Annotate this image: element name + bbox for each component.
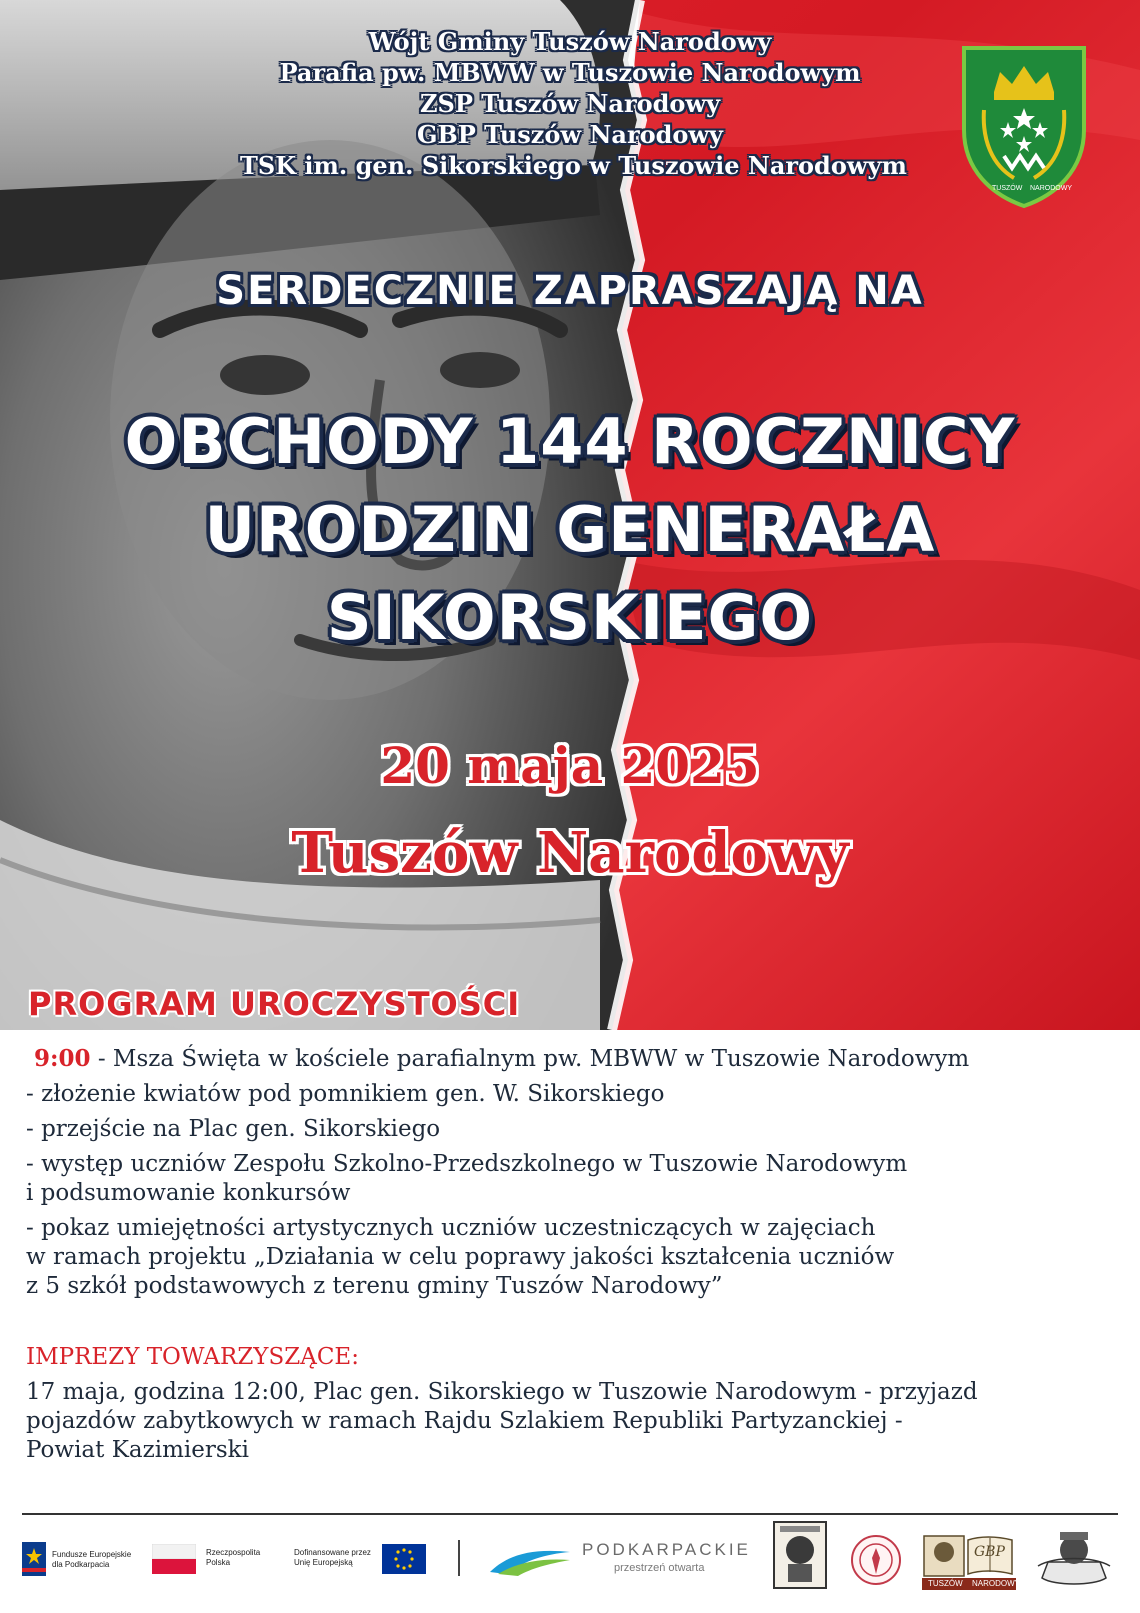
program-text: - pokaz umiejętności artystycznych uczniów uczestniczących w zajęciach [26,1215,876,1241]
fe-line: Fundusze Europejskie [52,1550,132,1559]
fe-logo [22,1542,142,1582]
organizers-list [240,26,907,181]
program-heading: PROGRAM UROCZYSTOŚCI [28,985,521,1023]
crest-left-text: TUSZÓW [992,185,1023,192]
rp-line: Rzeczpospolita [206,1548,261,1557]
program-text: i podsumowanie konkursów [26,1180,351,1206]
footer-divider [22,1513,1118,1515]
tsk-society-logo-icon [772,1520,828,1590]
organizer-line: Wójt Gminy Tuszów Narodowy [368,27,772,56]
event-title [0,398,1140,662]
program-text: - występ uczniów Zespołu Szkolno-Przedszkolnego w Tuszowie Narodowym [26,1151,908,1177]
program-text: - przejście na Plac gen. Sikorskiego [26,1116,441,1142]
side-event-line: Powiat Kazimierski [26,1437,249,1463]
program-item [26,1115,1126,1144]
crest-right-text: NARODOWY [1030,185,1072,192]
side-events-heading: IMPREZY TOWARZYSZĄCE: [26,1344,359,1370]
side-event-line: 17 maja, godzina 12:00, Plac gen. Sikorskiego w Tuszowie Narodowym - przyjazd [26,1379,978,1405]
program-text: - złożenie kwiatów pod pomnikiem gen. W. Sikorskiego [26,1081,665,1107]
gbp-ribbon [922,1578,1020,1590]
footer-separator [458,1540,460,1576]
program-text: - Msza Święta w kościele parafialnym pw. MBWW w Tuszowie Narodowym [90,1046,970,1072]
title-line: URODZIN GENERAŁA [204,493,936,566]
rp-line: Polska [206,1558,231,1567]
gbp-ribbon-left: TUSZÓW [928,1579,963,1588]
fe-star-icon [22,1542,46,1576]
program-item [26,1150,1126,1208]
organizer-line: Parafia pw. MBWW w Tuszowie Narodowym [279,58,861,87]
event-date: 20 maja 2025 [380,736,760,795]
title-line: SIKORSKIEGO [326,581,814,654]
event-place: Tuszów Narodowy [291,820,849,886]
eu-logo [294,1542,434,1582]
organizer-line: ZSP Tuszów Narodowy [419,89,721,118]
program-item [26,1080,1126,1109]
gbp-library-logo [922,1530,1020,1590]
program-item [26,1214,1126,1301]
municipality-crest-icon [956,40,1092,210]
invitation-text: SERDECZNIE ZAPRASZAJĄ NA [216,268,924,314]
program-item [26,1044,1126,1074]
gbp-ribbon-right: NARODOWY [972,1579,1020,1588]
podkarpackie-subtext: przestrzeń otwarta [614,1562,705,1574]
organizer-line: GBP Tuszów Narodowy [417,120,723,149]
fe-line: dla Podkarpacia [52,1560,110,1569]
podkarpackie-logo [488,1538,751,1582]
sponsor-footer [0,1516,1140,1613]
side-events-text [26,1378,1126,1465]
rp-logo [152,1544,262,1580]
eu-flag-icon [382,1544,426,1574]
program-time: 9:00 [34,1045,91,1072]
ue-line: Dofinansowane przez [294,1548,371,1557]
polish-flag-icon [152,1544,196,1574]
organizer-line: TSK im. gen. Sikorskiego w Tuszowie Narodowym [240,151,907,180]
podkarpackie-waves-icon [488,1542,572,1576]
program-text: w ramach projektu „Działania w celu poprawy jakości kształcenia uczniów [26,1244,895,1270]
podkarpackie-text: PODKARPACKIE [582,1540,751,1559]
program-text: z 5 szkół podstawowych z terenu gminy Tuszów Narodowy” [26,1273,723,1299]
program-list [26,1044,1126,1307]
side-event-line: pojazdów zabytkowych w ramach Rajdu Szlakiem Republiki Partyzanckiej - [26,1408,903,1434]
ue-line: Unię Europejską [294,1558,353,1567]
school-emblem-icon [1034,1526,1114,1590]
gbp-text: GBP [974,1544,1005,1560]
parish-seal-icon [850,1534,902,1586]
title-line: OBCHODY 144 ROCZNICY [124,405,1016,478]
